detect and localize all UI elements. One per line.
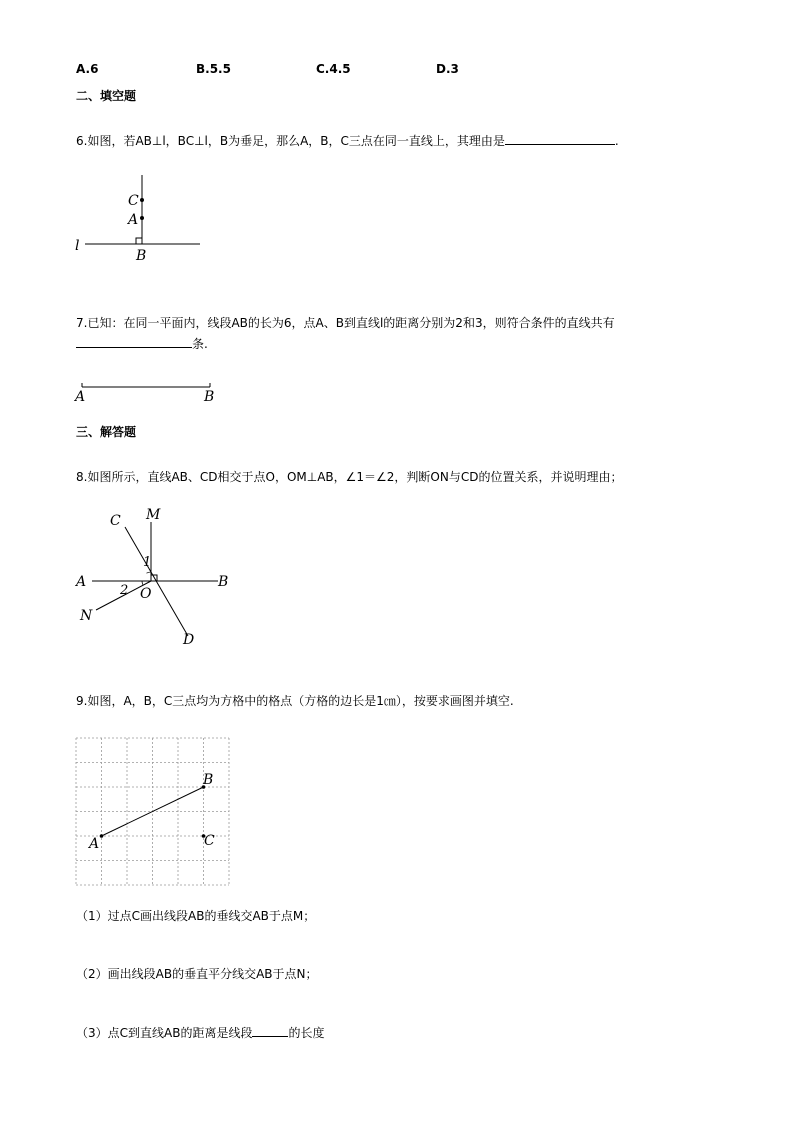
figure-q8 <box>70 500 240 650</box>
label-a: A <box>76 574 87 590</box>
label-b: B <box>218 574 229 590</box>
option-c: C.4.5 <box>316 62 351 76</box>
answer-blank-7[interactable] <box>76 335 192 348</box>
question-9-part-3-start: （3）点C到直线AB的距离是线段 <box>76 1026 253 1040</box>
label-c: C <box>110 513 121 529</box>
question-9: 9.如图，A，B，C三点均为方格中的格点（方格的边长是1㎝），按要求画图并填空. <box>76 694 514 708</box>
question-9-part-2: （2）画出线段AB的垂直平分线交AB于点N； <box>76 967 318 981</box>
label-b: B <box>136 248 147 264</box>
label-a: A <box>75 389 86 405</box>
label-c: C <box>128 193 139 209</box>
label-b: B <box>204 389 215 405</box>
label-l: l <box>75 238 80 254</box>
answer-blank-6[interactable] <box>505 132 615 145</box>
label-o: O <box>140 586 152 602</box>
figure-q7 <box>70 375 230 410</box>
question-9-part-1: （1）过点C画出线段AB的垂线交AB于点M； <box>76 909 316 923</box>
label-b: B <box>203 772 214 788</box>
question-7-line1: 7.已知：在同一平面内，线段AB的长为6，点A、B到直线l的距离分别为2和3，则符合条件的直线共有 <box>76 316 615 330</box>
question-6 <box>76 132 619 149</box>
angle-2-label: 2 <box>120 583 129 598</box>
label-n: N <box>80 608 93 624</box>
question-8: 8.如图所示，直线AB、CD相交于点O，OM⊥AB，∠1＝∠2，判断ON与CD的位置关系，并说明理由； <box>76 470 623 484</box>
label-a: A <box>128 212 139 228</box>
label-a: A <box>89 836 100 852</box>
figure-q6 <box>70 170 210 270</box>
question-6-text: 6.如图，若AB⊥l，BC⊥l，B为垂足，那么A，B，C三点在同一直线上，其理由是 <box>76 134 505 148</box>
option-a: A.6 <box>76 62 99 76</box>
question-9-part-3 <box>76 1024 324 1041</box>
figure-q9-grid <box>76 738 231 888</box>
question-6-end: . <box>614 134 619 148</box>
label-d: D <box>183 632 195 648</box>
section-heading-fill-blank: 二、填空题 <box>76 89 137 103</box>
answer-blank-9-3[interactable] <box>252 1024 288 1037</box>
option-d: D.3 <box>436 62 459 76</box>
section-heading-answer: 三、解答题 <box>76 425 137 439</box>
question-7-line2 <box>76 335 208 352</box>
question-9-part-3-end: 的长度 <box>288 1026 325 1040</box>
question-7-end: 条. <box>192 337 208 351</box>
label-m: M <box>146 507 161 523</box>
angle-1-label: 1 <box>143 555 152 570</box>
label-c: C <box>204 833 215 849</box>
option-b: B.5.5 <box>196 62 231 76</box>
